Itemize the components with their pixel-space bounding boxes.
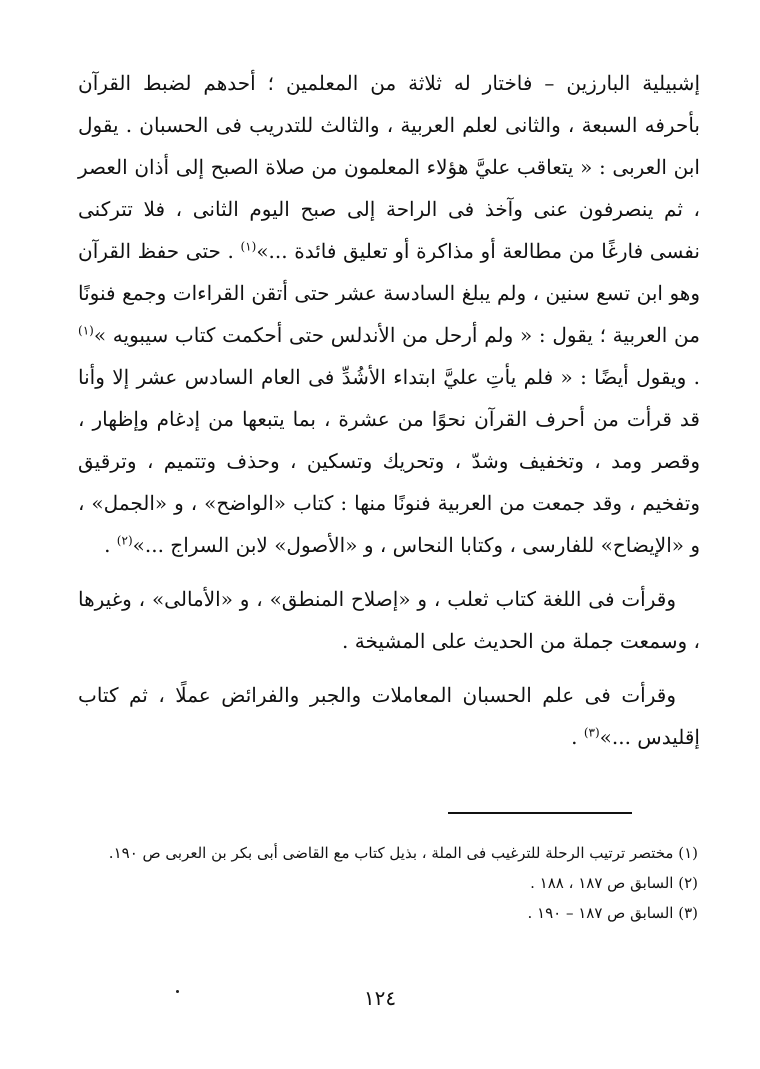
paragraph-1: [78, 62, 700, 566]
main-text: [78, 62, 700, 758]
footnotes: [90, 838, 698, 928]
footnote-reference: (١): [240, 239, 257, 254]
paragraph-2: [78, 578, 700, 662]
footnote-reference: (١): [78, 323, 94, 338]
footnote-3: (٣) السابق ص ١٨٧ – ١٩٠ .: [527, 904, 698, 922]
text-segment: .: [571, 725, 584, 749]
footnote-reference: (٢): [116, 533, 133, 548]
text-segment: إشبيلية البارزين – فاختار له ثلاثة من المعلمين ؛ أحدهم لضبط القرآن بأحرفه السبعة ، والثانى لعلم العربية ، والثالث للتدريب فى الحسبان . يقول ابن العربى : « يتعاقب عليَّ هؤلاء المعلمون من صلاة الصبح إلى أذان العصر ، ثم ينصرفون عنى وآخذ فى الراحة إلى صبح اليوم الثانى ، فلا تتركنى نفسى فارغًا من مطالعة أو مذاكرة أو تعليق فائدة ...»: [78, 71, 700, 263]
text-segment: وقرأت فى علم الحسبان المعاملات والجبر والفرائض عملًا ، ثم كتاب إقليدس ...»: [78, 683, 700, 749]
text-segment: . حتى حفظ القرآن وهو ابن تسع سنين ، ولم يبلغ السادسة عشر حتى أتقن القراءات وجمع فنونًا من العربية ؛ يقول : « ولم أرحل من الأندلس حتى أحكمت كتاب سيبويه »: [78, 239, 700, 347]
footnote-1: (١) مختصر ترتيب الرحلة للترغيب فى الملة ، بذيل كتاب مع القاضى أبى بكر بن العربى ص ١٩٠.: [108, 844, 698, 862]
footnote-reference: (٣): [583, 725, 600, 740]
paragraph-3: [78, 674, 700, 758]
footnote-2: (٢) السابق ص ١٨٧ ، ١٨٨ .: [530, 874, 698, 892]
text-segment: .: [104, 533, 117, 557]
page-number: ١٢٤: [363, 986, 397, 1010]
footnote-separator: [448, 812, 632, 814]
text-segment: وقرأت فى اللغة كتاب ثعلب ، و «إصلاح المنطق» ، و «الأمالى» ، وغيرها ، وسمعت جملة من الحديث على المشيخة .: [78, 587, 700, 653]
text-segment: . ويقول أيضًا : « فلم يأتِ عليَّ ابتداء الأشُدِّ فى العام السادس عشر إلا وأنا قد قرأت من أحرف القرآن نحوًا من عشرة ، بما يتبعها من إدغام وإظهار ، وقصر ومد ، وتخفيف وشدّ ، وتحريك وتسكين ، وحذف وتتميم ، وترقيق وتفخيم ، وقد جمعت من العربية فنونًا منها : كتاب «الواضح» ، و «الجمل» ، و «الإيضاح» للفارسى ، وكتابا النحاس ، و «الأصول» لابن السراج ...»: [78, 365, 700, 557]
